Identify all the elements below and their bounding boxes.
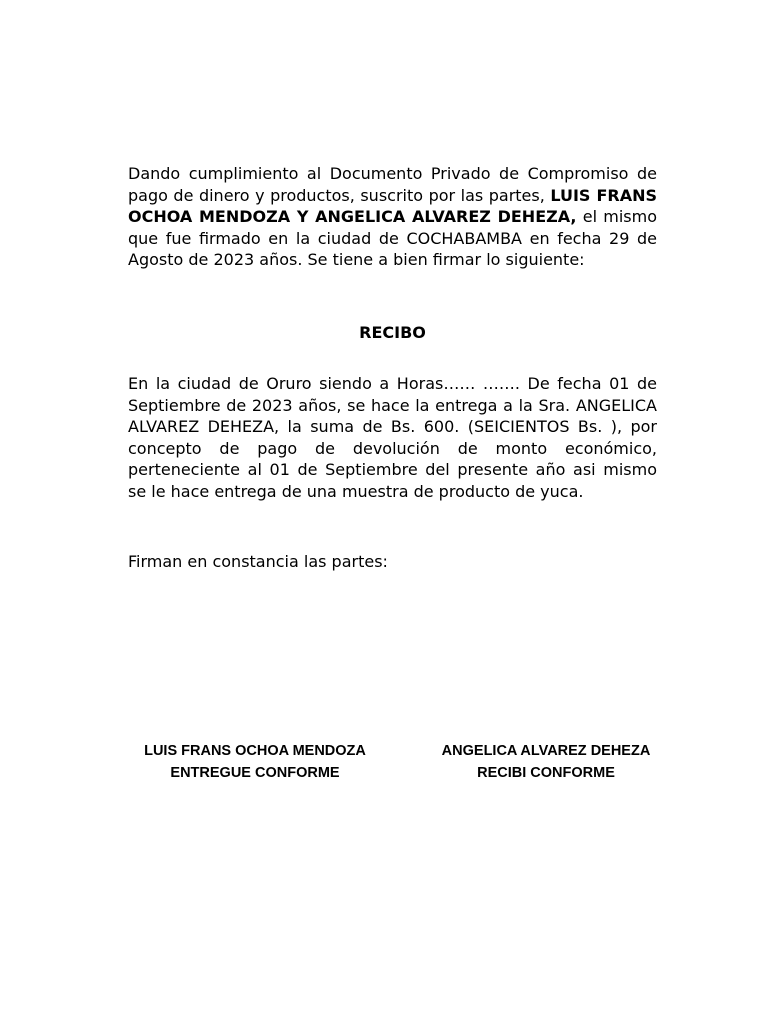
intro-text: Dando cumplimiento al Documento Privado de Compromiso de pago de dinero y productos, suscrito por las partes,: [128, 164, 657, 205]
signing-statement: Firman en constancia las partes:: [128, 552, 388, 571]
intro-paragraph: [128, 163, 657, 271]
signer-name-left: LUIS FRANS OCHOA MENDOZA: [144, 743, 366, 759]
signature-block-left: [130, 740, 380, 784]
signer-name-right: ANGELICA ALVAREZ DEHEZA: [441, 743, 651, 759]
intro-rest-text: el mismo que fue firmado en la ciudad de COCHABAMBA en fecha 29 de Agosto de 2023 años. Se tiene a bien firmar lo siguiente:: [128, 207, 658, 269]
receipt-body-paragraph: En la ciudad de Oruro siendo a Horas…… ……. De fecha 01 de Septiembre de 2023 años, se hace la entrega a la Sra. ANGELICA ALVAREZ DEHEZA, la suma de Bs. 600. (SEICIENTOS Bs. ), por concepto de pago de devolución de monto económico, perteneciente al 01 de Septiembre del presente año asi mismo se le hace entrega de una muestra de producto de yuca.: [128, 374, 657, 501]
signer-role-right: RECIBI CONFORME: [477, 765, 615, 781]
signature-block-right: [421, 740, 671, 784]
signer-role-left: ENTREGUE CONFORME: [170, 765, 340, 781]
parties-names: LUIS FRANS OCHOA MENDOZA Y ANGELICA ALVAREZ DEHEZA,: [128, 185, 657, 226]
receipt-heading: RECIBO: [359, 323, 426, 342]
